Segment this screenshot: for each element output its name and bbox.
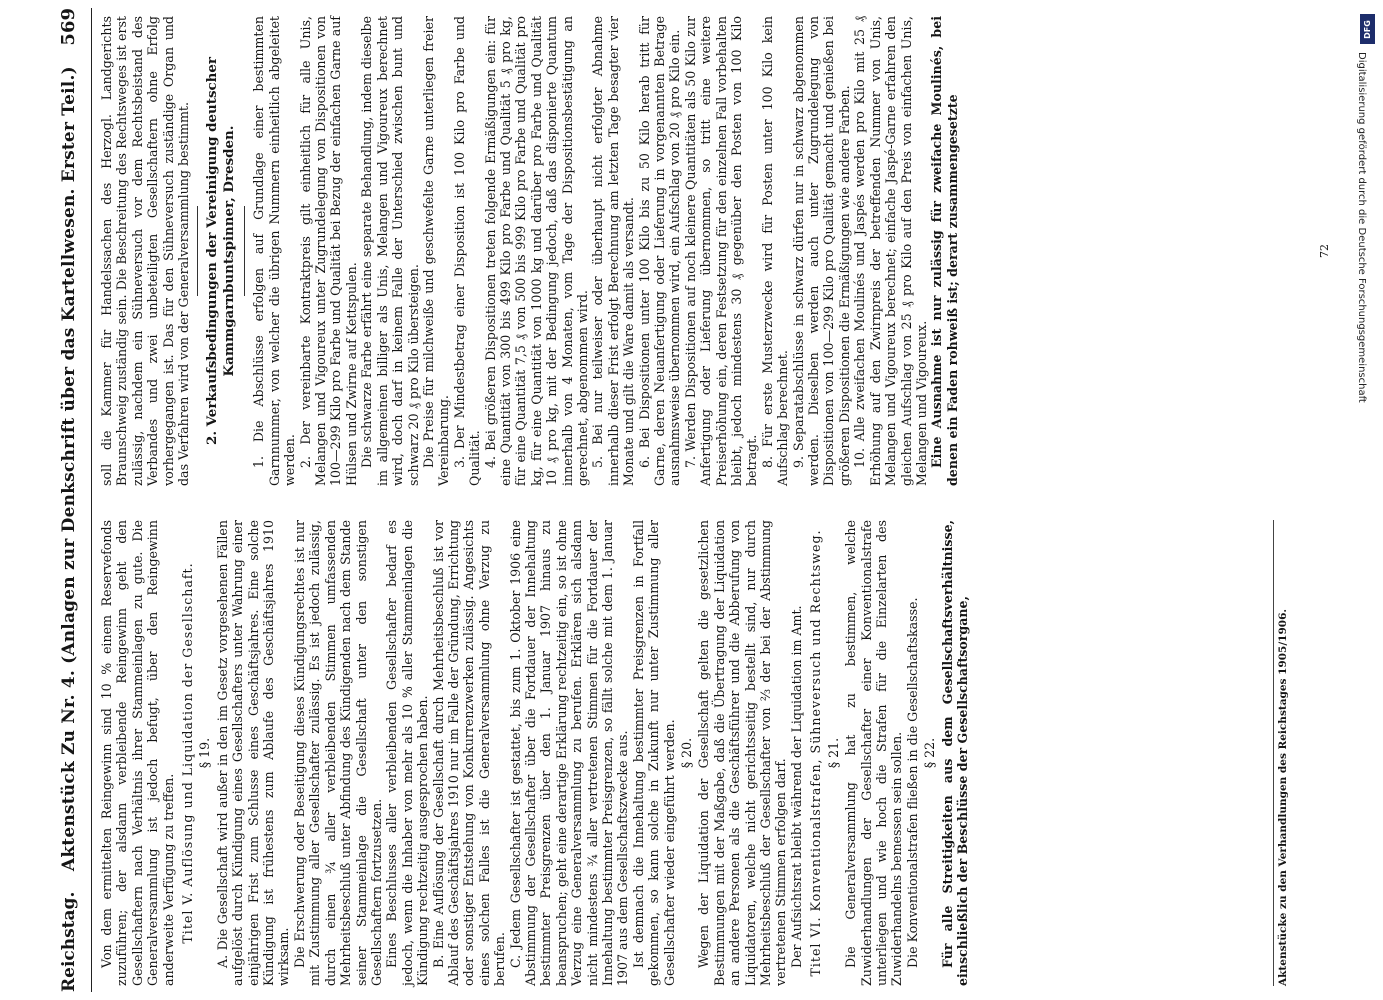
- paragraph: Die Konventionalstrafen fließen in die Gesellschaftskasse.: [904, 597, 920, 968]
- section-22: § 22.: [922, 737, 938, 769]
- section-21: § 21.: [825, 737, 841, 769]
- paragraph: 8. Für erste Musterzwecke wird für Posten unter 100 Kilo kein Aufschlag berechnet.: [759, 16, 791, 486]
- section-19: § 19.: [197, 737, 213, 769]
- paragraph: 7. Werden Dispositionen auf noch kleinere Quantitäten als 50 Kilo zur Anfertigung oder Lieferung übernommen, so tritt eine weitere Preiserhöhung ein, deren Festsetzung für den einzelnen Fall vorbehalten bleibt, jedoch mindestens 30 ₰ gegenüber den Posten von 100 Kilo betragt.: [682, 16, 760, 486]
- paragraph: 6. Bei Dispositionen unter 100 Kilo bis zu 50 Kilo herab tritt für Garne, deren Neuanfertigung oder Lieferung in vorgenannten Betrage ausnahmsweise übernommen wird, ein Aufschlag von 20 ₰ pro Kilo ein.: [636, 16, 683, 486]
- digitization-note: [1358, 14, 1376, 986]
- paragraph: soll die Kammer für Handelssachen des Herzogl. Landgerichts Braunschweig zuständig sein. Die Beschreitung des Rechtsweges ist erst zulässig, nachdem ein Sühneversuch vor dem Rechtsbeistand des Verbandes und zwei unbeteiligten Gesellschaftern ohne Erfolg vorhergegangen ist. Das für den Sühneversuch zuständige Organ und das Verfahren wird von der Generalversammlung bestimmt.: [99, 16, 192, 486]
- title-v: Titel V. Auflösung und Liquidation der Gesellschaft.: [180, 562, 196, 944]
- right-column: [99, 16, 960, 486]
- paragraph: Die Erschwerung oder Beseitigung dieses Kündigungsrechtes ist nur mit Zustimmung aller Gesellschafter zulässig. Es ist jedoch zulässig, durch einen ¾ aller verbleibenden Stimmen umfassenden Mehrheitsbeschluß unter Abfindung des Kündigenden nach dem Stande seiner Stammeinlage die Gesellschaft unter den sonstigen Gesellschaftern fortzusetzen.: [291, 520, 384, 986]
- paragraph: Die Preise für milchweiße und geschwefelte Garne unterliegen freier Vereinbarung.: [420, 16, 452, 486]
- section-divider: [244, 206, 245, 296]
- section-heading: 2. Verkaufsbedingungen der Vereinigung deutscher Kammgarnbuntspinner, Dresden.: [204, 57, 238, 445]
- paragraph: 9. Separatabschlüsse in schwarz dürfen nur in schwarz abgenommen werden. Dieselben werden auch unter Zugrundelegung von Dispositionen von 100—299 Kilo pro Qualität gemacht und genießen bei größeren Dispositionen die Ermäßigungen wie andere Farben.: [790, 16, 852, 486]
- paragraph: 5. Bei nur teilweiser oder überhaupt nicht erfolgter Abnahme innerhalb dieser Frist erfolgt Berechnung am letzten Tage besagter vier Monate und gilt die Ware damit als versandt.: [590, 16, 637, 486]
- paragraph: Von dem ermittelten Reingewinn sind 10 % einem Reservefonds zuzuführen; der alsdann verbleibende Reingewinn geht den Gesellschaftern nach Verhältnis ihrer Stammeinlagen zu gute. Die Generalversammlung ist jedoch befugt, über den Reingewinn anderweite Verfügung zu treffen.: [99, 520, 176, 986]
- dfg-logo-text: DFG: [1362, 19, 1372, 39]
- section-20: § 20.: [679, 737, 695, 769]
- digitization-text: Digitalisierung gefördert durch die Deutsche Forschungsgemeinschaft: [1356, 52, 1367, 403]
- paragraph: 2. Der vereinbarte Kontraktpreis gilt einheitlich für alle Unis, Melangen und Vigoureux unter Zugrundelegung von Dispositionen von 100—299 Kilo pro Farbe und Qualität bei Bezug der einfachen Garne auf Hülsen und Zwirne auf Kettspulen.: [297, 16, 359, 486]
- paragraph: C. Jedem Gesellschafter ist gestattet, bis zum 1. Oktober 1906 eine Abstimmung der Gesellschafter über die Fortdauer der Innehaltung bestimmter Preisgrenzen über den 1. Januar 1907 hinaus zu beanspruchen; geht eine derartige Erklärung rechtzeitig ein, so ist ohne Verzug eine Generalversammlung zu berufen. Erklären sich alsdann nicht mindestens ¾ aller vertretenen Stimmen für die Fortdauer der Innehaltung bestimmter Preisgrenzen, so fällt solche mit dem 1. Januar 1907 aus dem Gesellschaftszwecke aus.: [507, 520, 631, 986]
- header-left: Reichstag.: [59, 891, 79, 992]
- paragraph: 10. Alle zweifachen Moulinés und Jaspés werden pro Kilo mit 25 ₰ Erhöhung auf den Zwirnpreis der betreffenden Nummer von Unis, Melangen und Vigoureux berechnet; einfache Jaspé-Garne erfahren den gleichen Aufschlag von 25 ₰ pro Kilo auf den Preis von einfachen Unis, Melangen und Vigoureux.: [852, 16, 929, 486]
- header-title: Aktenstück Zu Nr. 4. (Anlagen zur Denkschrift über das Kartellwesen. Erster Teil.): [59, 66, 79, 872]
- left-column: [99, 520, 970, 986]
- paragraph: Wegen der Liquidation der Gesellschaft gelten die gesetzlichen Bestimmungen mit der Maßgabe, daß die Übertragung der Liquidation an andere Personen als die Geschäftsführer und die Abberufung von Liquidatoren, welche nicht gerichtsseitig bestellt sind, nur durch Mehrheitsbeschluß der Gesellschafter von ⅔ der bei der Abstimmung vertretenen Stimmen erfolgen darf.: [696, 520, 789, 986]
- footer-note: Aktenstücke zu den Verhandlungen des Reichstages 1905/1906.: [1273, 520, 1291, 986]
- paragraph: 3. Der Mindestbetrag einer Disposition ist 100 Kilo pro Farbe und Qualität.: [451, 16, 483, 486]
- paragraph: Ist demnach die Innehaltung bestimmter Preisgrenzen in Fortfall gekommen, so kann solche in Zukunft nur unter Zustimmung aller Gesellschafter wieder eingeführt werden.: [630, 520, 677, 986]
- title-vi: Titel VI. Konventionalstrafen, Sühneversuch und Rechtsweg.: [808, 529, 824, 977]
- paragraph: Eine Ausnahme ist nur zulässig für zweifache Moulinés, bei denen ein Faden rohweiß ist; derart zusammengesetzte: [929, 16, 960, 486]
- running-head: [58, 8, 92, 992]
- section-divider: [197, 206, 198, 296]
- paragraph: B. Eine Auflösung der Gesellschaft durch Mehrheitsbeschluß ist vor Ablauf des Geschäftsjahres 1910 nur im Falle der Gründung, Errichtung oder sonstiger Entstehung von Konkurrenzwerken zulässig. Angesichts eines solchen Falles ist die Generalversammlung ohne Verzug zu berufen.: [430, 520, 508, 986]
- paragraph: Die Generalversammlung hat zu bestimmen, welche Zuwiderhandlungen der Gesellschafter einer Konventionalstrafe unterliegen und wie hoch die Strafen für die Einzelarten des Zuwiderhandelns bemessen sein sollen.: [843, 520, 905, 986]
- page-number: 569: [58, 8, 79, 46]
- rotated-scan-page: [55, 0, 1345, 1000]
- paragraph: Für alle Streitigkeiten aus dem Gesellschaftsverhältnisse, einschließlich der Beschlüsse der Gesellschaftsorgane,: [939, 520, 970, 986]
- paragraph: Der Aufsichtsrat bleibt während der Liquidation im Amt.: [788, 605, 804, 968]
- dfg-logo: [1360, 14, 1375, 44]
- paragraph: 1. Die Abschlüsse erfolgen auf Grundlage einer bestimmten Garnnummer, von welcher die übrigen Nummern einheitlich abgeleitet werden.: [251, 16, 298, 486]
- paragraph: A. Die Gesellschaft wird außer in den im Gesetz vorgesehenen Fällen aufgelöst durch Kündigung eines Gesellschafters unter Wahrung einer einjährigen Frist zum Schlusse eines Geschäftsjahres. Eine solche Kündigung ist frühestens zum Ablaufe des Geschäftsjahres 1910 wirksam.: [214, 520, 292, 986]
- paragraph: Die schwarze Farbe erfährt eine separate Behandlung, indem dieselbe im allgemeinen billiger als Unis, Melangen und Vigoureux berechnet wird, doch darf in keinem Falle der Unterschied zwischen bunt und schwarz 20 ₰ pro Kilo übersteigen.: [359, 16, 421, 486]
- paragraph: Eines Beschlusses aller verbleibenden Gesellschafter bedarf es jedoch, wenn die Inhaber von mehr als 10 % aller Stammeinlagen die Kündigung rechtzeitig ausgesprochen haben.: [384, 520, 431, 986]
- paragraph: 4. Bei größeren Dispositionen treten folgende Ermäßigungen ein: für eine Quantität von 300 bis 499 Kilo pro Farbe und Qualität 5 ₰ pro kg, für eine Quantität 7,5 ₰ von 500 bis 999 Kilo pro Farbe und Qualität pro kg, für eine Quantität von 1000 kg und darüber pro Farbe und Qualität 10 ₰ pro kg, mit der Bedingung jedoch, daß das disponierte Quantum innerhalb von 4 Monaten, vom Tage der Dispositionsbestätigung an gerechnet, abgenommen wird.: [482, 16, 590, 486]
- page-signature: 72: [1318, 244, 1331, 258]
